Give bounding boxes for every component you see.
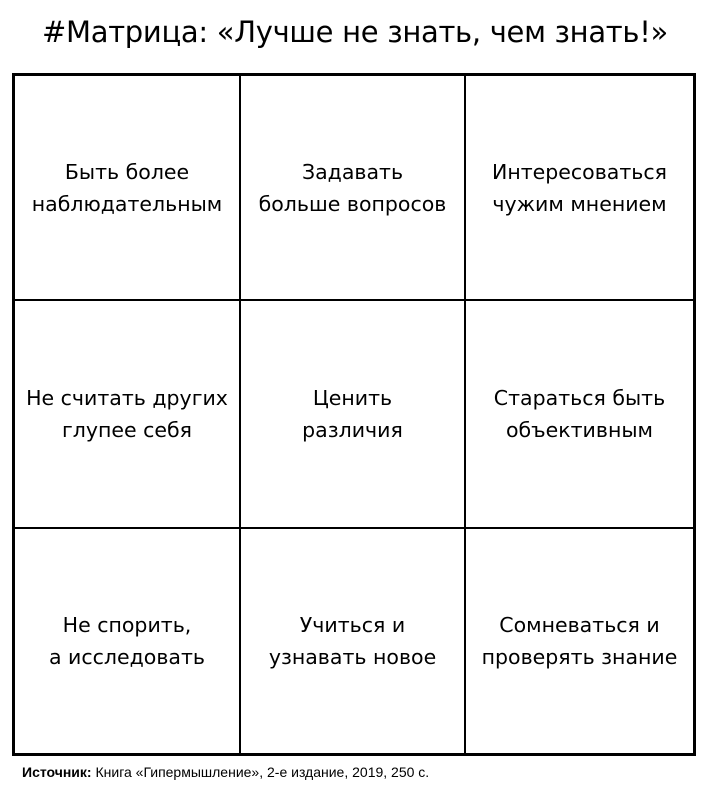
cell-text <box>26 382 228 446</box>
cell-line: Ценить <box>312 386 393 410</box>
cell-text <box>492 156 667 220</box>
matrix-cell <box>241 301 466 529</box>
source-citation <box>22 764 429 780</box>
cell-line: Не считать других <box>26 386 228 410</box>
matrix-cell <box>466 529 693 753</box>
cell-text <box>494 382 665 446</box>
cell-text <box>482 609 678 673</box>
cell-line: Задавать <box>301 159 404 184</box>
matrix-grid <box>12 73 696 756</box>
cell-text <box>259 156 447 220</box>
matrix-cell <box>15 529 241 753</box>
cell-line: Учиться и <box>299 613 406 637</box>
cell-line: Сомневаться и <box>499 613 660 637</box>
source-label: Источник: <box>22 764 92 780</box>
cell-text <box>32 156 223 220</box>
cell-line: наблюдательным <box>31 191 223 216</box>
matrix-cell <box>241 76 466 301</box>
page-title: #Матрица: «Лучше не знать, чем знать!» <box>42 15 668 49</box>
cell-line: чужим мнением <box>492 191 667 216</box>
matrix-cell <box>241 529 466 753</box>
cell-text <box>49 609 205 673</box>
cell-line: Не спорить, <box>62 613 192 637</box>
source-text: Книга «Гипермышление», 2-е издание, 2019, 250 с. <box>91 764 430 780</box>
cell-line: проверять знание <box>481 645 678 669</box>
cell-line: больше вопросов <box>258 191 447 216</box>
cell-text <box>269 609 436 673</box>
matrix-cell <box>15 301 241 529</box>
cell-line: объективным <box>505 418 654 442</box>
cell-line: Стараться быть <box>493 386 666 410</box>
cell-line: Быть более <box>64 159 190 184</box>
cell-line: узнавать новое <box>268 645 437 669</box>
cell-text <box>302 382 403 446</box>
matrix-cell <box>466 76 693 301</box>
cell-line: различия <box>302 418 403 442</box>
cell-line: глупее себя <box>61 418 192 442</box>
matrix-cell <box>466 301 693 529</box>
cell-line: а исследовать <box>48 645 206 669</box>
cell-line: Интересоваться <box>491 159 667 184</box>
matrix-cell <box>15 76 241 301</box>
